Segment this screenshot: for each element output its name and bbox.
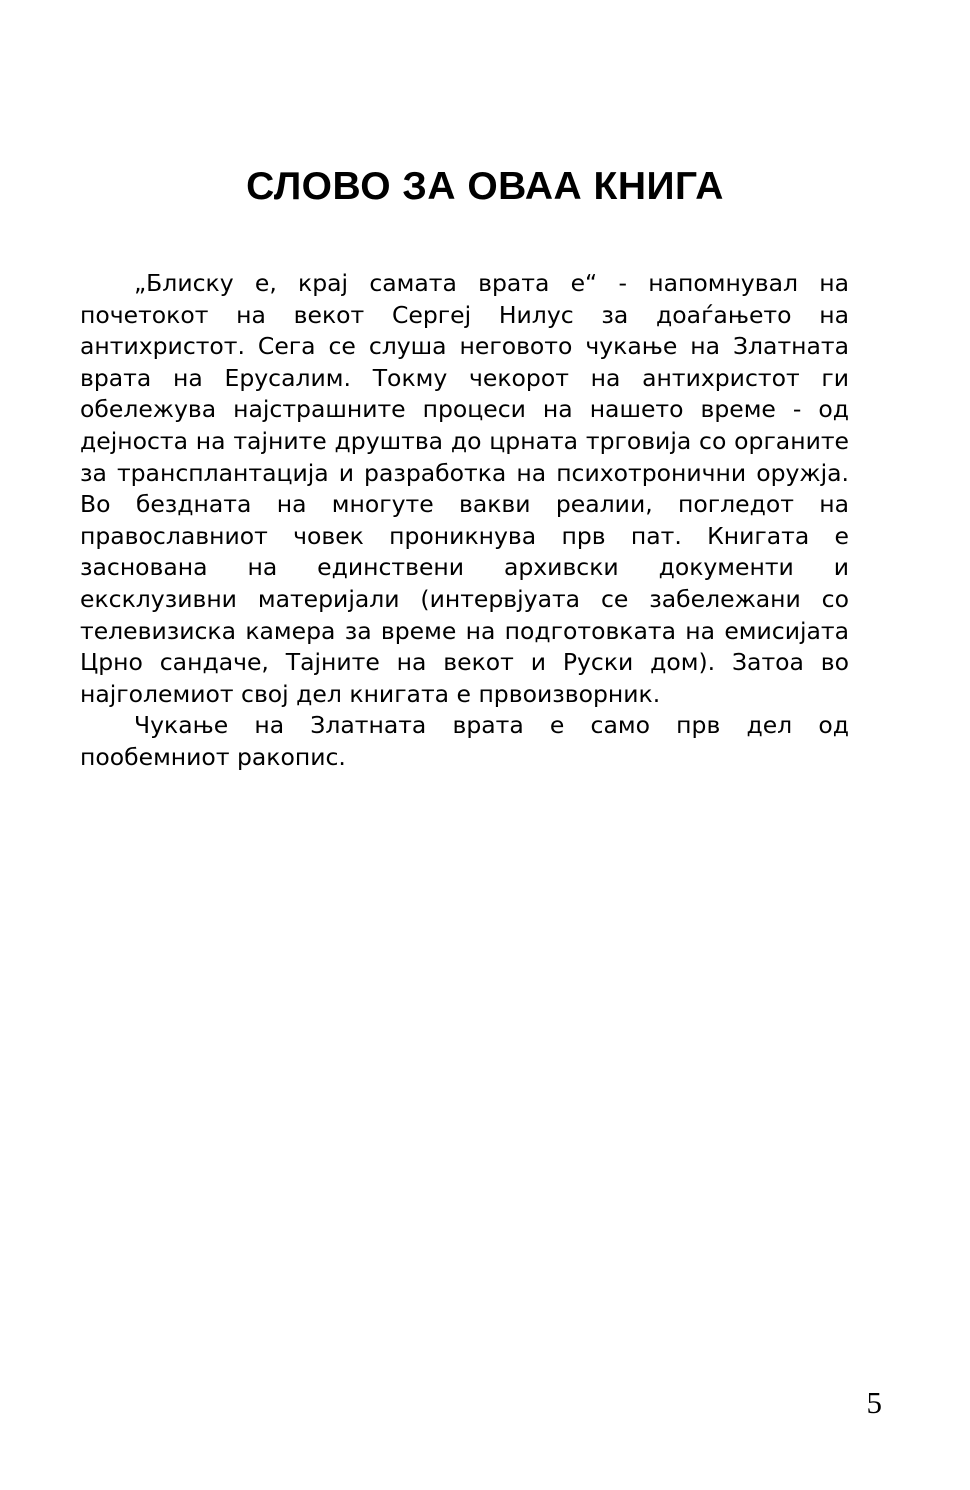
paragraph-2: Чукање на Златната врата е само прв дел од пообемниот ракопис. (80, 711, 849, 771)
page-number: 5 (866, 1385, 882, 1420)
paragraph-1: „Блиску е, крај самата врата е“ - напомнувал на почетокот на векот Сергеј Нилус за доаѓањето на антихристот. Сега се слуша неговото чукање на Златната врата на Ерусалим. Токму чекорот на антихристот ги обележува најстрашните процеси на нашето време - од дејноста на тајните друштва до црната трговија со органите за трансплантација и разработка на психотронични оружја. Во бездната на многуте вакви реалии, погледот на православниот човек проникнува прв пат. Книгата е заснована на единствени архивски документи и ексклузивни материјали (интервјуата се забележани со телевизиска камера за време на подготовката на емисијата Црно сандаче, Тајните на векот и Руски дом). Затоа во најголемиот свој дел книгата е првоизворник. (80, 269, 849, 708)
body-text-block (80, 268, 849, 774)
page-title: СЛОВО ЗА ОВАА КНИГА (246, 165, 724, 209)
